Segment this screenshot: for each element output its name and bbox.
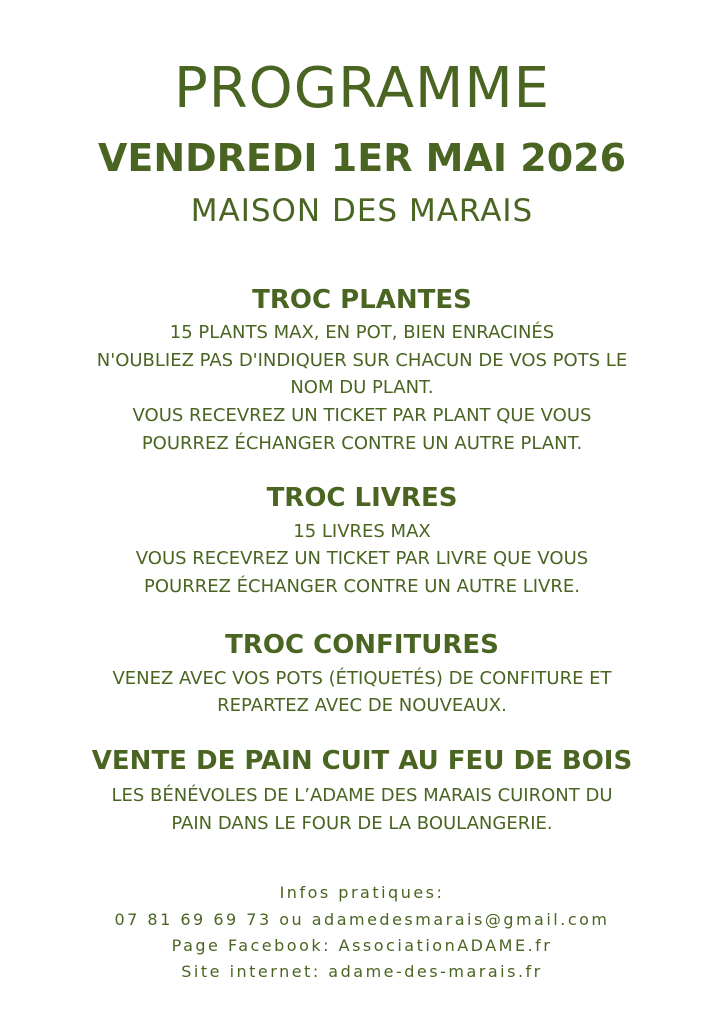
event-date: VENDREDI 1ER MAI 2026 [97, 136, 627, 180]
section-title-vente-pain: VENTE DE PAIN CUIT AU FEU DE BOIS [91, 746, 633, 776]
section-title-troc-livres: TROC LIVRES [266, 483, 458, 513]
section-line: NOM DU PLANT. [290, 377, 434, 398]
section-title-troc-confitures: TROC CONFITURES [225, 630, 499, 660]
section-line: 15 PLANTS MAX, EN POT, BIEN ENRACINÉS [169, 322, 555, 343]
footer-website: Site internet: adame-des-marais.fr [181, 962, 543, 981]
section-line: POURREZ ÉCHANGER CONTRE UN AUTRE PLANT. [141, 433, 583, 454]
footer-contact: 07 81 69 69 73 ou adamedesmarais@gmail.com [114, 910, 610, 929]
page-title: PROGRAMME [173, 56, 551, 121]
event-place: MAISON DES MARAIS [190, 193, 534, 229]
section-line: VOUS RECEVREZ UN TICKET PAR PLANT QUE VOUS [132, 405, 592, 426]
footer-heading: Infos pratiques: [279, 883, 445, 902]
section-title-troc-plantes: TROC PLANTES [252, 285, 472, 315]
section-line: VENEZ AVEC VOS POTS (ÉTIQUETÉS) DE CONFITURE ET [112, 668, 612, 689]
section-line: N'OUBLIEZ PAS D'INDIQUER SUR CHACUN DE VOS POTS LE [96, 350, 628, 371]
section-line: POURREZ ÉCHANGER CONTRE UN AUTRE LIVRE. [144, 576, 580, 597]
section-line: VOUS RECEVREZ UN TICKET PAR LIVRE QUE VOUS [135, 548, 589, 569]
section-line: PAIN DANS LE FOUR DE LA BOULANGERIE. [171, 813, 553, 834]
section-line: LES BÉNÉVOLES DE L’ADAME DES MARAIS CUIRONT DU [111, 785, 613, 806]
section-line: REPARTEZ AVEC DE NOUVEAUX. [217, 695, 507, 716]
section-line: 15 LIVRES MAX [293, 521, 431, 542]
footer-facebook: Page Facebook: AssociationADAME.fr [171, 936, 553, 955]
